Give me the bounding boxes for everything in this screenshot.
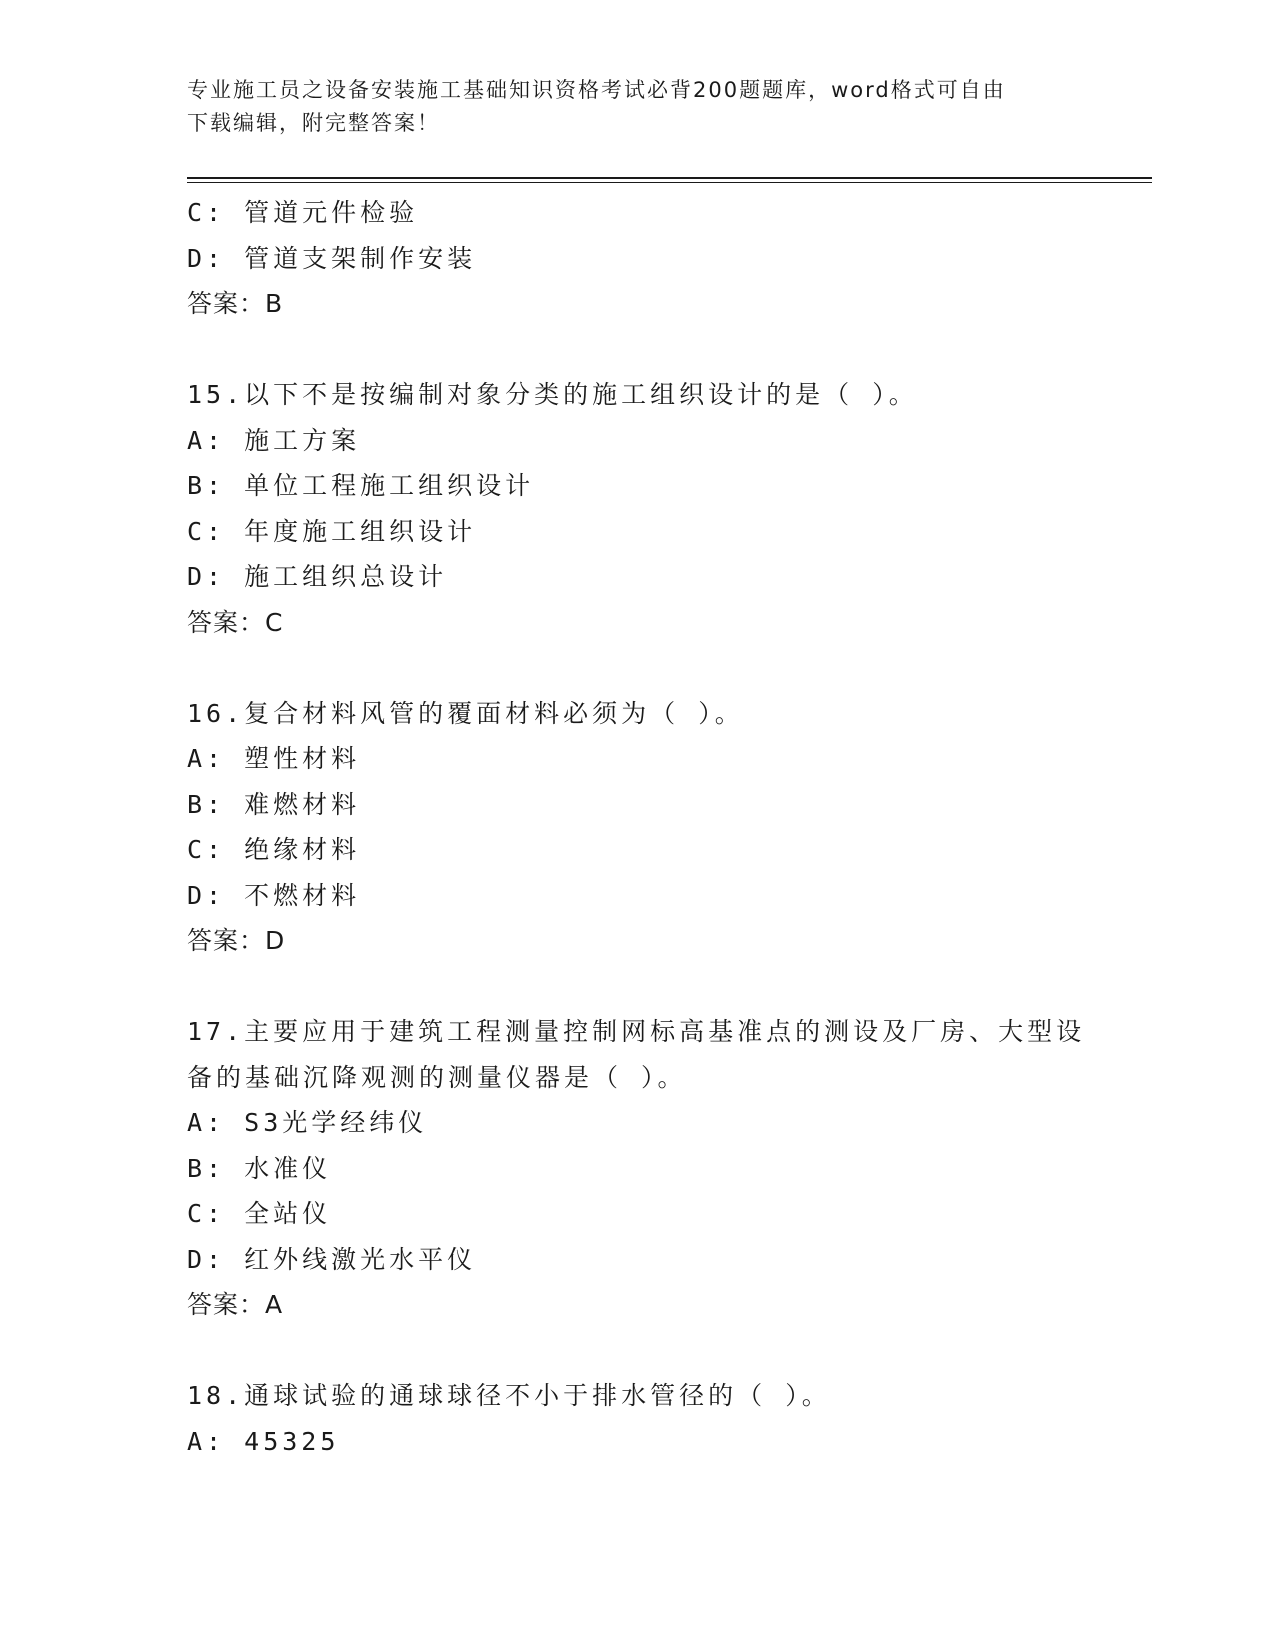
option-b: B: 水准仪 — [187, 1153, 332, 1183]
prev-question-block — [187, 190, 1087, 327]
answer-line: 答案：D — [187, 926, 286, 955]
question-15 — [187, 372, 1087, 645]
spacer — [187, 645, 1087, 691]
option-a: A: 塑性材料 — [187, 744, 361, 773]
document-header — [187, 74, 1067, 140]
question-text-line-2: 备的基础沉降观测的测量仪器是（ ）。 — [187, 1062, 687, 1092]
option-b: B: 难燃材料 — [187, 789, 361, 819]
option-d: D: 不燃材料 — [187, 880, 361, 910]
option-c: C: 管道元件检验 — [187, 198, 419, 227]
option-a: A: S3光学经纬仪 — [187, 1108, 428, 1137]
answer-line: 答案：B — [187, 289, 284, 318]
question-text: 18.通球试验的通球球径不小于排水管径的（ ）。 — [187, 1381, 831, 1410]
option-c: C: 全站仪 — [187, 1199, 332, 1228]
header-divider-thick — [187, 177, 1152, 179]
option-d: D: 管道支架制作安装 — [187, 243, 477, 273]
header-line-2: 下载编辑，附完整答案！ — [187, 111, 440, 135]
option-d: D: 红外线激光水平仪 — [187, 1244, 477, 1274]
option-a: A: 45325 — [187, 1426, 340, 1456]
answer-line: 答案：C — [187, 607, 284, 637]
question-18 — [187, 1373, 1087, 1464]
spacer — [187, 964, 1087, 1010]
question-content — [187, 190, 1087, 1464]
option-c: C: 年度施工组织设计 — [187, 516, 477, 546]
question-17 — [187, 1009, 1087, 1328]
option-d: D: 施工组织总设计 — [187, 562, 448, 591]
answer-line: 答案：A — [187, 1290, 284, 1319]
option-c: C: 绝缘材料 — [187, 835, 361, 864]
question-text: 15.以下不是按编制对象分类的施工组织设计的是（ ）。 — [187, 380, 918, 409]
question-16 — [187, 691, 1087, 964]
header-line-1: 专业施工员之设备安装施工基础知识资格考试必背200题题库，word格式可自由 — [187, 78, 1006, 102]
header-divider-thin — [187, 182, 1152, 183]
option-b: B: 单位工程施工组织设计 — [187, 471, 535, 500]
question-text-line-1: 17.主要应用于建筑工程测量控制网标高基准点的测设及厂房、大型设 — [187, 1017, 1086, 1046]
option-a: A: 施工方案 — [187, 425, 361, 455]
spacer — [187, 327, 1087, 373]
question-text: 16.复合材料风管的覆面材料必须为（ ）。 — [187, 698, 744, 728]
spacer — [187, 1328, 1087, 1374]
